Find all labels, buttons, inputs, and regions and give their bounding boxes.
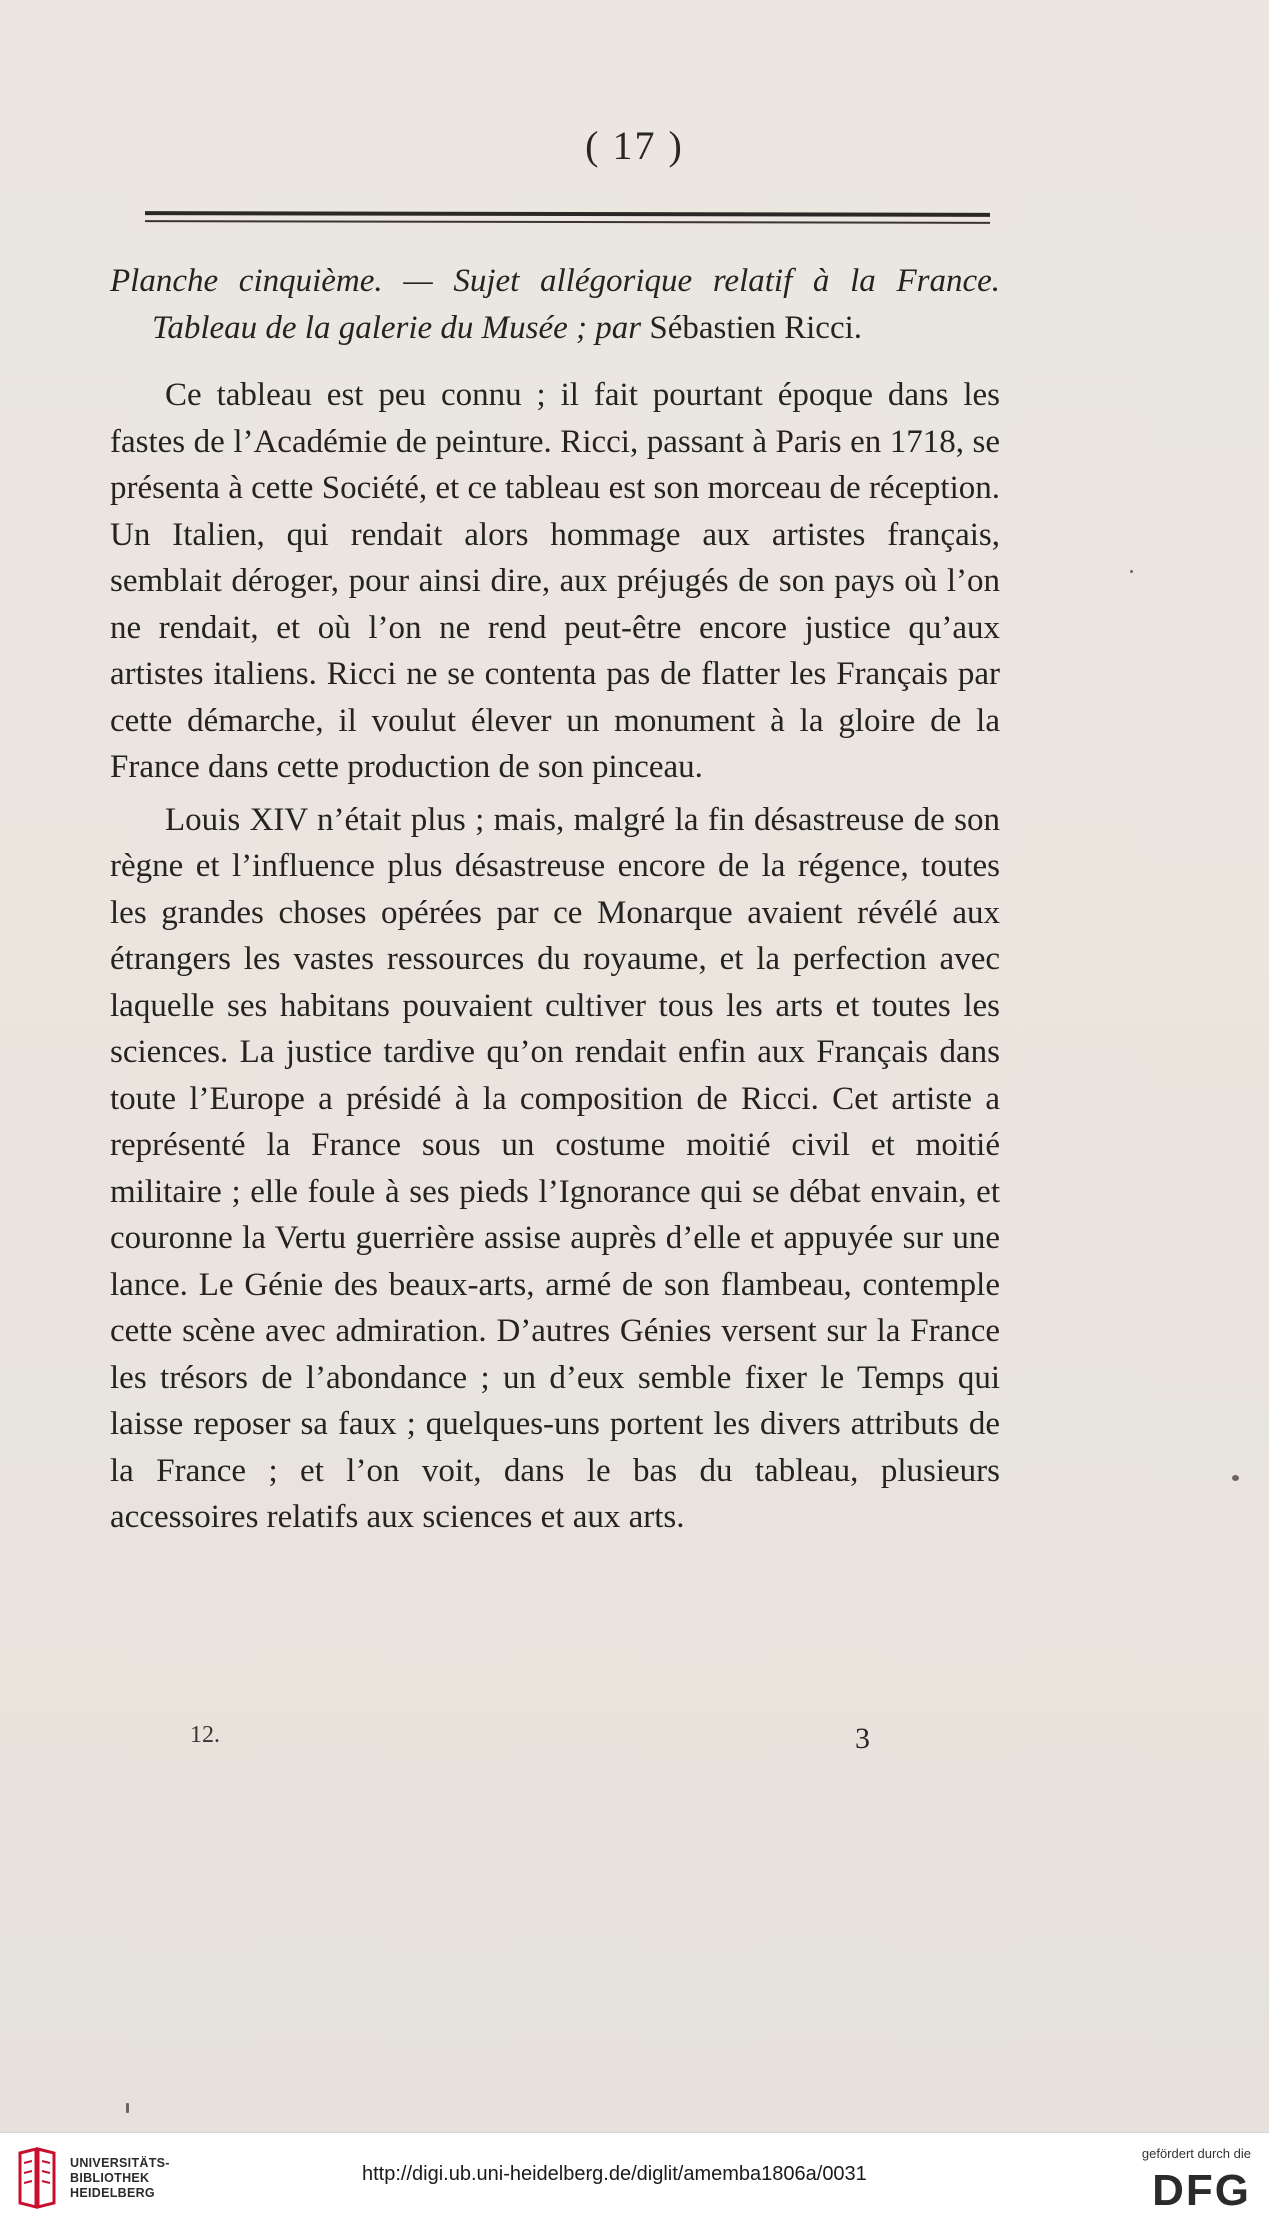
plate-heading-title: Planche cinquième. — Sujet allégorique relatif à la France. Tableau de la galerie du Musée ; par — [110, 263, 1000, 346]
paragraph-1: Ce tableau est peu connu ; il fait pourtant époque dans les fastes de l’Académie de peinture. Ricci, passant à Paris en 1718, se présenta à cette Société, et ce tableau est son morceau de réception. Un Italien, qui rendait alors hommage aux artistes français, semblait déroger, pour ainsi dire, aux préjugés de son pays où l’on ne rendait, et où l’on ne rend peut-être encore justice qu’aux artistes italiens. Ricci ne se contenta pas de flatter les Français par cette démarche, il voulut élever un monument à la gloire de la France dans cette production de son pinceau. — [110, 377, 1000, 785]
library-name-line: BIBLIOTHEK — [70, 2171, 150, 2185]
permalink-url[interactable]: http://digi.ub.uni-heidelberg.de/diglit/amemba1806a/0031 — [362, 2163, 867, 2185]
header-rule-thin — [145, 220, 990, 224]
plate-heading — [110, 258, 1000, 352]
library-name-line: HEIDELBERG — [70, 2186, 155, 2200]
paper-speck — [1232, 1475, 1239, 1481]
paper-speck — [1130, 570, 1133, 573]
plate-heading-author: Sébastien Ricci. — [649, 310, 863, 346]
signature-mark: 12. — [190, 1722, 220, 1748]
dfg-logo: DFG — [1152, 2166, 1251, 2215]
sheet-number: 3 — [855, 1722, 870, 1755]
header-rule-thick — [145, 211, 990, 217]
body-text — [110, 258, 1000, 1547]
university-library-logo-icon — [14, 2147, 60, 2211]
viewer-footer-bar — [0, 2132, 1269, 2225]
page-footer — [190, 1722, 870, 1762]
sponsor-caption: gefördert durch die — [1141, 2146, 1251, 2161]
library-name-line: UNIVERSITÄTS- — [70, 2156, 170, 2170]
paragraph-2: Louis XIV n’était plus ; mais, malgré la fin désastreuse de son règne et l’influence plus désastreuse encore de la régence, toutes les grandes choses opérées par ce Monarque avaient révélé aux étrangers les vastes ressources du royaume, et la perfection avec laquelle ses habitans pouvaient cultiver tous les arts et toutes les sciences. La justice tardive qu’on rendait enfin aux Français dans toute l’Europe a présidé à la composition de Ricci. Cet artiste a représenté la France sous un costume moitié civil et moitié militaire ; elle foule à ses pieds l’Ignorance qui se débat envain, et couronne la Vertu guerrière assise auprès d’elle et appuyée sur une lance. Le Génie des beaux-arts, armé de son flambeau, contemple cette scène avec admiration. D’autres Génies versent sur la France les trésors de l’abondance ; un d’eux semble fixer le Temps qui laisse reposer sa faux ; quelques-uns portent les divers attributs de la France ; et l’on voit, dans le bas du tableau, plusieurs accessoires relatifs aux sciences et aux arts. — [110, 801, 1000, 1535]
page-number: ( 17 ) — [585, 123, 684, 168]
library-name — [70, 2156, 170, 2201]
paper-speck — [126, 2103, 129, 2113]
